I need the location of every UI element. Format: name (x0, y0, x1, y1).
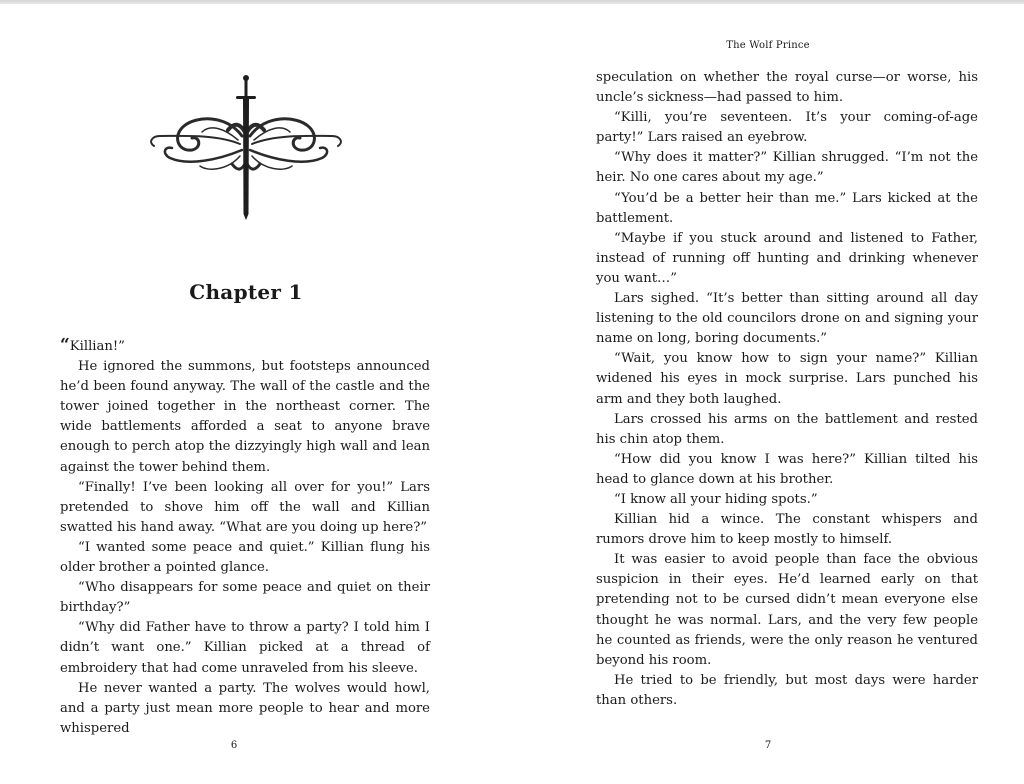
paragraph: “Why did Father have to throw a party? I told him I didn’t want one.” Killian picked at a thread of embroidery that had come unraveled from his sleeve. (60, 620, 430, 676)
opening-word: Killian!” (69, 339, 125, 354)
running-head: The Wolf Prince (726, 40, 810, 51)
paragraph: “How did you know I was here?” Killian tilted his head to glance down at his brother. (596, 451, 978, 487)
opening-quote-mark: “ (60, 335, 70, 355)
paragraph: Lars crossed his arms on the battlement and rested his chin atop them. (596, 411, 978, 447)
sword-ornament-icon (146, 74, 346, 224)
paragraph: “You’d be a better heir than me.” Lars kicked at the battlement. (596, 190, 978, 226)
right-page-text (596, 68, 978, 711)
left-page (0, 2, 512, 784)
paragraph: He never wanted a party. The wolves would howl, and a party just mean more people to hear and more whispered (60, 680, 430, 736)
paragraph: He ignored the summons, but footsteps announced he’d been found anyway. The wall of the castle and the tower joined together in the northeast corner. The wide battlements afforded a seat to anyone brave enough to perch atop the dizzyingly high wall and lean against the tower behind them. (60, 359, 430, 475)
paragraph: It was easier to avoid people than face the obvious suspicion in their eyes. He’d learned early on that pretending not to be cursed didn’t mean everyone else thought he was normal. Lars, and the very few people he counted as friends, were the only reason he ventured beyond his room. (596, 552, 978, 668)
paragraph: Killian hid a wince. The constant whispers and rumors drove him to keep mostly to himself. (596, 512, 978, 548)
paragraph: “Maybe if you stuck around and listened to Father, instead of running off hunting and drinking whenever you want…” (596, 230, 978, 286)
opening-line (60, 335, 430, 357)
paragraph: “Killi, you’re seventeen. It’s your coming-of-age party!” Lars raised an eyebrow. (596, 110, 978, 146)
page-number-right: 7 (764, 740, 772, 751)
paragraph: speculation on whether the royal curse—or worse, his uncle’s sickness—had passed to him. (596, 70, 978, 106)
paragraph: “Finally! I’ve been looking all over for you!” Lars pretended to shove him off the wall and Killian swatted his hand away. “What are you doing up here?” (60, 479, 430, 535)
paragraph: He tried to be friendly, but most days were harder than others. (596, 672, 978, 708)
paragraph: Lars sighed. “It’s better than sitting around all day listening to the old councilors drone on and signing your name on long, boring documents.” (596, 291, 978, 347)
left-page-text (60, 335, 430, 739)
page-number-left: 6 (230, 740, 238, 751)
paragraph: “Who disappears for some peace and quiet on their birthday?” (60, 580, 430, 616)
paragraph: “I wanted some peace and quiet.” Killian flung his older brother a pointed glance. (60, 539, 430, 576)
paragraph: “I know all your hiding spots.” (614, 491, 818, 507)
paragraph: “Why does it matter?” Killian shrugged. “I’m not the heir. No one cares about my age.” (596, 150, 978, 186)
paragraph: “Wait, you know how to sign your name?” Killian widened his eyes in mock surprise. Lars punched his arm and they both laughed. (596, 351, 978, 407)
chapter-title: Chapter 1 (189, 280, 303, 304)
book-spread (0, 2, 1024, 784)
right-page (512, 2, 1024, 784)
